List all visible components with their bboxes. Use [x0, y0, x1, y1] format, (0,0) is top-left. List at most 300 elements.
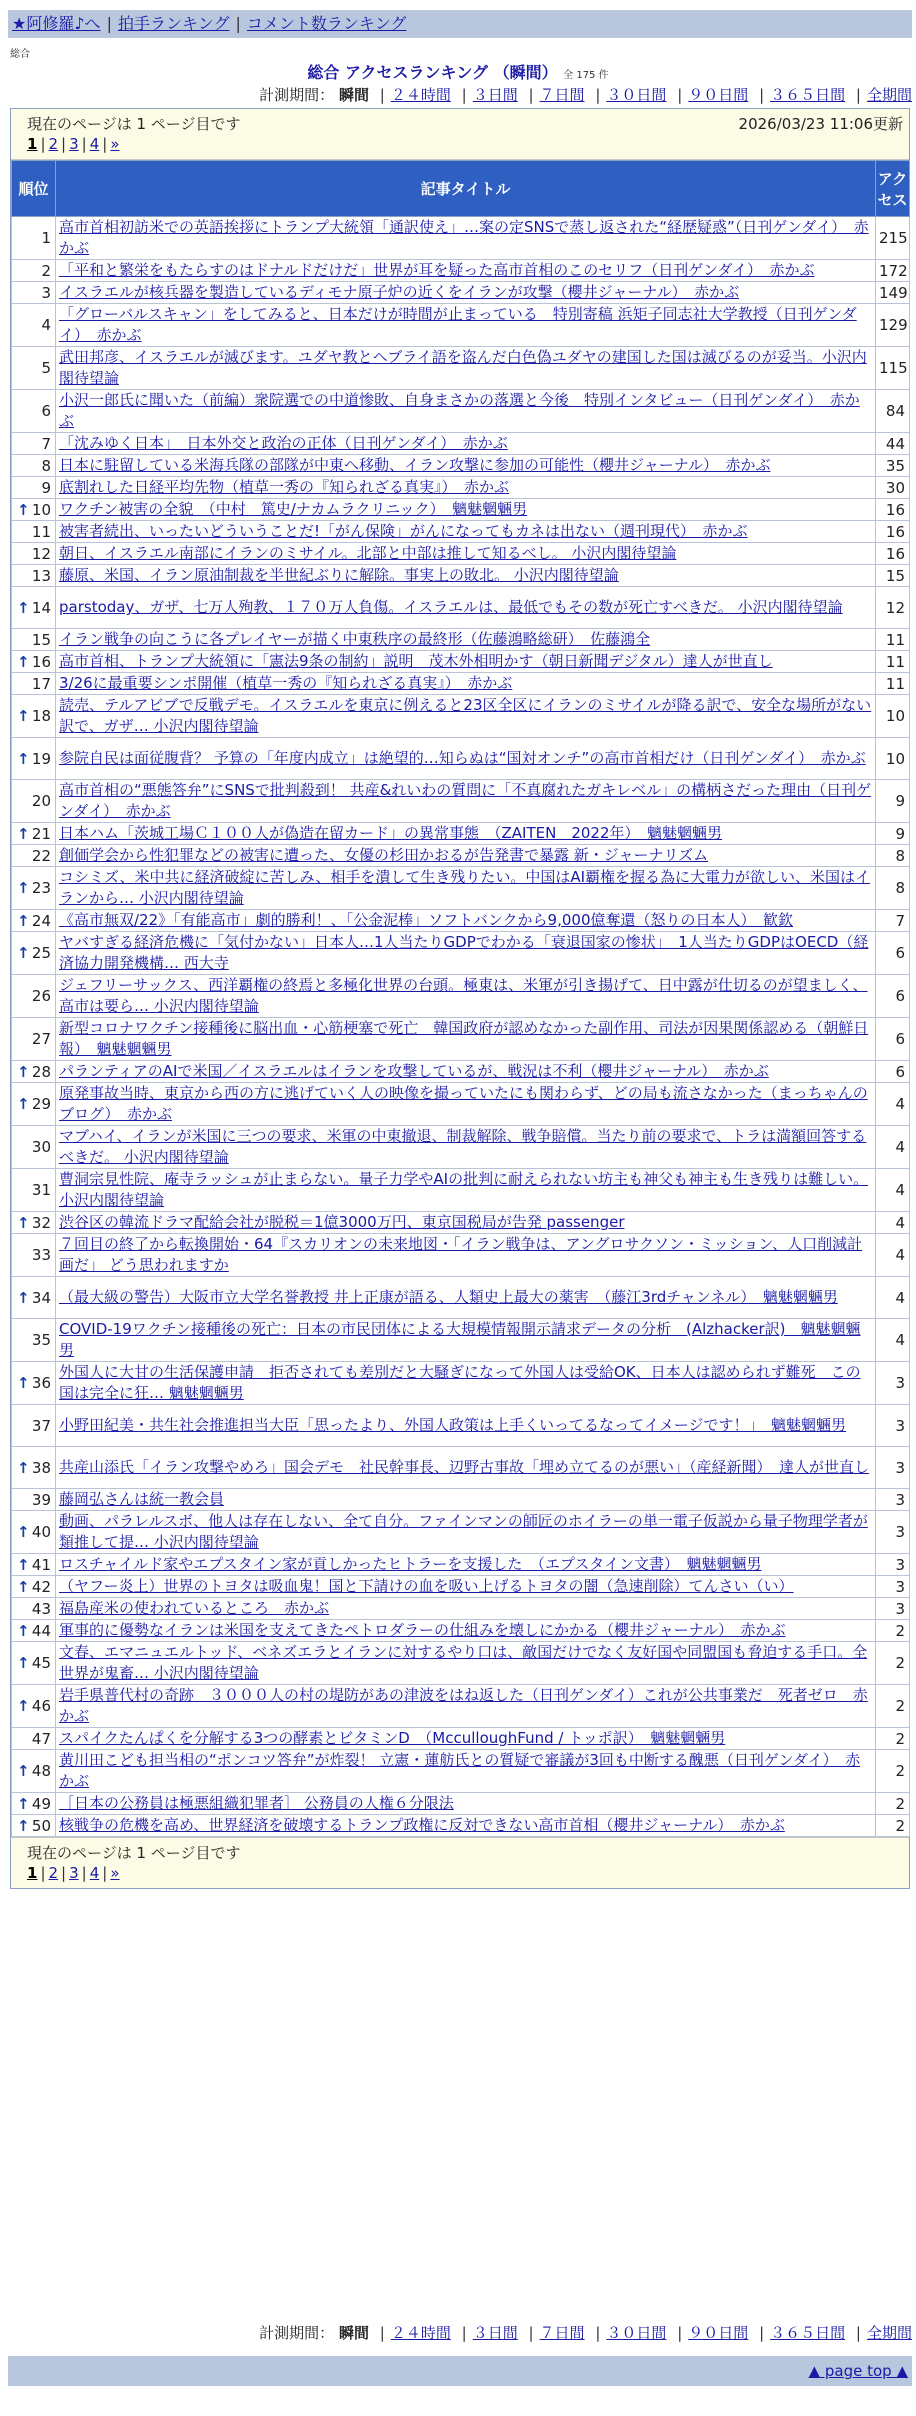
title-cell — [56, 1598, 876, 1620]
title-cell — [56, 823, 876, 845]
title-cell — [56, 1511, 876, 1554]
period-label: 計測期間： — [259, 86, 335, 104]
table-row — [12, 565, 910, 587]
article-title-link[interactable]: 創価学会から性犯罪などの被害に遭った、女優の杉田かおるが告発書で暴露 新・ジャーナリズム — [59, 846, 709, 864]
table-row — [12, 282, 910, 304]
rank-up-arrow-icon: ↑ — [17, 1458, 30, 1477]
table-row — [12, 1169, 910, 1212]
info-bar-top — [11, 109, 909, 160]
rank-cell — [12, 932, 56, 975]
rank-cell — [12, 1642, 56, 1685]
rank-number: 42 — [31, 1577, 51, 1596]
access-count: 149 — [876, 282, 910, 304]
rank-number: 6 — [41, 402, 51, 420]
article-title-link[interactable]: 新型コロナワクチン接種後に脳出血・心筋梗塞で死亡 韓国政府が認めなかった副作用、司法が因果関係認める（朝鮮日報） 魑魅魍魎男 — [59, 1019, 869, 1058]
access-count: 11 — [876, 651, 910, 673]
table-row — [12, 433, 910, 455]
rank-number: 21 — [31, 824, 51, 843]
article-title-link[interactable]: パランティアのAIで米国／イスラエルはイランを攻撃しているが、戦況は不利（櫻井ジャーナル） 赤かぶ — [59, 1062, 769, 1080]
period-label: 計測期間： — [259, 2324, 335, 2342]
article-title-link[interactable]: 岩手県普代村の奇跡 ３０００人の村の堤防があの津波をはね返した（日刊ゲンダイ）これが公共事業だ 死者ゼロ 赤かぶ — [59, 1686, 868, 1725]
period-link[interactable]: ２４時間 — [390, 2324, 451, 2342]
rank-up-arrow-icon: ↑ — [17, 1523, 30, 1541]
rank-cell — [12, 867, 56, 910]
title-cell — [56, 1061, 876, 1083]
rank-number: 41 — [31, 1555, 51, 1574]
access-count: 4 — [876, 1234, 910, 1277]
rank-cell — [12, 565, 56, 587]
access-count: 3 — [876, 1598, 910, 1620]
period-link[interactable]: ７日間 — [539, 86, 585, 104]
access-count: 11 — [876, 673, 910, 695]
pager-next[interactable]: » — [110, 1864, 120, 1882]
rank-number: 37 — [31, 1416, 51, 1435]
article-title-link[interactable]: 小沢一郎氏に聞いた（前編）衆院選での中道惨敗、自身まさかの落選と今後 特別インタビュー（日刊ゲンダイ） 赤かぶ — [59, 391, 860, 430]
rank-cell — [12, 433, 56, 455]
article-title-link[interactable]: 核戦争の危機を高め、世界経済を破壊するトランプ政権に反対できない高市首相（櫻井ジャーナル） 赤かぶ — [59, 1816, 785, 1834]
rank-number: 49 — [31, 1794, 51, 1813]
article-title-link[interactable]: 読売、テルアビブで反戦デモ。イスラエルを東京に例えると23区全区にイランのミサイルが降る訳で、安全な場所がない訳で、ガザ… 小沢内閣待望論 — [59, 696, 872, 735]
access-count: 2 — [876, 1815, 910, 1837]
article-title-link[interactable]: 朝日、イスラエル南部にイランのミサイル。北部と中部は推して知るべし。 小沢内閣待望論 — [59, 544, 677, 562]
table-row — [12, 651, 910, 673]
table-row — [12, 1234, 910, 1277]
title-cell — [56, 1489, 876, 1511]
rank-number: 2 — [41, 261, 51, 280]
rank-number: 40 — [31, 1523, 51, 1541]
article-title-link[interactable]: 軍事的に優勢なイランは米国を支えてきたペトロダラーの仕組みを壊しにかかる（櫻井ジャーナル） 赤かぶ — [59, 1621, 786, 1639]
rank-number: 39 — [31, 1490, 51, 1509]
article-count: 全 175 件 — [563, 70, 609, 81]
access-count: 6 — [876, 932, 910, 975]
article-title-link[interactable]: 高市首相初訪米での英語挨拶にトランプ大統領「通訳使え」…案の定SNSで蒸し返された“経歴疑惑”（日刊ゲンダイ） 赤かぶ — [59, 218, 869, 257]
home-link[interactable]: ★阿修羅♪へ — [12, 14, 101, 33]
article-title-link[interactable]: スパイクたんぱくを分解する3つの酵素とビタミンD （McculloughFund / トッポ訳） 魑魅魍魎男 — [59, 1729, 726, 1747]
article-title-link[interactable]: 藤岡弘さんは統一教会員 — [59, 1490, 225, 1508]
article-title-link[interactable]: 底割れした日経平均先物（植草一秀の『知られざる真実』） 赤かぶ — [59, 478, 510, 496]
access-count: 30 — [876, 477, 910, 499]
rank-number: 18 — [31, 707, 51, 725]
title-cell — [56, 1728, 876, 1750]
title-cell — [56, 521, 876, 543]
rank-cell — [12, 823, 56, 845]
access-count: 2 — [876, 1793, 910, 1815]
rank-cell — [12, 1126, 56, 1169]
page-top-link[interactable]: ▲ page top ▲ — [808, 2362, 908, 2380]
title-cell — [56, 1234, 876, 1277]
rank-up-arrow-icon: ↑ — [17, 652, 30, 671]
period-link[interactable]: ３６５日間 — [770, 2324, 846, 2342]
title-cell — [56, 1447, 876, 1489]
pager-link[interactable]: 3 — [69, 135, 79, 153]
rank-cell — [12, 390, 56, 433]
rank-number: 10 — [31, 500, 51, 519]
period-link[interactable]: ９０日間 — [688, 2324, 749, 2342]
access-count: 6 — [876, 1061, 910, 1083]
article-title-link[interactable]: （最大級の警告）大阪市立大学名誉教授 井上正康が語る、人類史上最大の薬害 （藤江3rdチャンネル） 魑魅魍魎男 — [59, 1288, 838, 1306]
access-count: 215 — [876, 217, 910, 260]
rank-cell — [12, 282, 56, 304]
page-title — [0, 60, 916, 83]
table-row — [12, 845, 910, 867]
pager-next[interactable]: » — [110, 135, 120, 153]
rank-up-arrow-icon: ↑ — [17, 1095, 30, 1113]
article-title-link[interactable]: 福島産米の使われているところ 赤かぶ — [59, 1599, 330, 1617]
pager-current: 1 — [27, 1864, 38, 1882]
period-link[interactable]: ３日間 — [472, 86, 518, 104]
title-cell — [56, 738, 876, 780]
rank-cell — [12, 1598, 56, 1620]
rank-up-arrow-icon: ↑ — [17, 1794, 30, 1813]
title-cell — [56, 1750, 876, 1793]
article-title-link[interactable]: イラン戦争の向こうに各プレイヤーが描く中東秩序の最終形（佐藤鴻略総研） 佐藤鴻全 — [59, 630, 651, 648]
pager-link[interactable]: 4 — [89, 135, 100, 153]
nav-separator: | — [235, 14, 241, 33]
table-row — [12, 1728, 910, 1750]
rank-cell — [12, 1169, 56, 1212]
rank-number: 45 — [31, 1654, 51, 1672]
article-title-link[interactable]: 藤原、米国、イラン原油制裁を半世紀ぶりに解除。事実上の敗北。 小沢内閣待望論 — [59, 566, 619, 584]
article-title-link[interactable]: 「平和と繁栄をもたらすのはドナルドだけだ」世界が耳を疑った高市首相のこのセリフ（日刊ゲンダイ） 赤かぶ — [59, 261, 815, 279]
title-cell — [56, 695, 876, 738]
title-cell — [56, 1212, 876, 1234]
table-row — [12, 1598, 910, 1620]
access-count: 4 — [876, 1212, 910, 1234]
title-cell — [56, 1815, 876, 1837]
title-cell — [56, 390, 876, 433]
rank-number: 26 — [31, 987, 51, 1005]
access-count: 172 — [876, 260, 910, 282]
access-count: 4 — [876, 1169, 910, 1212]
rank-number: 9 — [41, 478, 51, 497]
pager-link[interactable]: 3 — [69, 1864, 79, 1882]
rank-cell — [12, 975, 56, 1018]
rank-number: 12 — [31, 544, 51, 563]
rank-number: 24 — [31, 911, 51, 930]
rank-cell — [12, 673, 56, 695]
rank-number: 29 — [31, 1095, 51, 1113]
ranking-body — [12, 217, 910, 1837]
table-row — [12, 521, 910, 543]
rank-number: 34 — [31, 1288, 51, 1307]
access-count: 35 — [876, 455, 910, 477]
table-row — [12, 629, 910, 651]
rank-cell — [12, 1793, 56, 1815]
rank-cell — [12, 780, 56, 823]
rank-cell — [12, 695, 56, 738]
rank-cell — [12, 304, 56, 347]
article-title-link[interactable]: （ヤフー炎上）世界のトヨタは吸血鬼！国と下請けの血を吸い上げるトヨタの闇（急速削除）てんさい（い） — [59, 1577, 794, 1595]
rank-cell — [12, 1061, 56, 1083]
table-row — [12, 1620, 910, 1642]
table-row — [12, 673, 910, 695]
table-row — [12, 975, 910, 1018]
table-row — [12, 1405, 910, 1447]
table-row — [12, 1212, 910, 1234]
rank-up-arrow-icon: ↑ — [17, 1555, 30, 1574]
rank-cell — [12, 1728, 56, 1750]
title-cell — [56, 673, 876, 695]
access-count: 115 — [876, 347, 910, 390]
title-cell — [56, 1554, 876, 1576]
table-row — [12, 1685, 910, 1728]
ranking-table — [11, 160, 910, 1837]
rank-number: 25 — [31, 944, 51, 962]
title-cell — [56, 910, 876, 932]
access-count: 2 — [876, 1750, 910, 1793]
rank-cell — [12, 1554, 56, 1576]
period-link[interactable]: ９０日間 — [688, 86, 749, 104]
rank-cell — [12, 1511, 56, 1554]
title-cell — [56, 1018, 876, 1061]
article-title-link[interactable]: 小野田紀美・共生社会推進担当大臣「思ったより、外国人政策は上手くいってるなってイメージです！」 魑魅魍魎男 — [59, 1416, 847, 1434]
title-cell — [56, 932, 876, 975]
title-cell — [56, 1793, 876, 1815]
article-title-link[interactable]: イスラエルが核兵器を製造しているディモナ原子炉の近くをイランが攻撃（櫻井ジャーナル） 赤かぶ — [59, 283, 740, 301]
rank-cell — [12, 1212, 56, 1234]
applause-ranking-link[interactable]: 拍手ランキング — [117, 14, 230, 33]
rank-cell — [12, 1576, 56, 1598]
rank-cell — [12, 521, 56, 543]
article-title-link[interactable]: 「グローバルスキャン」をしてみると、日本だけが時間が止まっている 特別寄稿 浜矩子同志社大学教授（日刊ゲンダイ） 赤かぶ — [59, 305, 857, 344]
rank-cell — [12, 1620, 56, 1642]
rank-up-arrow-icon: ↑ — [17, 500, 30, 519]
table-row — [12, 1126, 910, 1169]
ranking-frame — [10, 108, 910, 1889]
pager-link[interactable]: 2 — [48, 1864, 59, 1882]
rank-number: 11 — [31, 522, 51, 541]
rank-number: 35 — [31, 1331, 51, 1349]
access-count: 3 — [876, 1405, 910, 1447]
rank-cell — [12, 1362, 56, 1405]
title-cell — [56, 455, 876, 477]
article-title-link[interactable]: ７回目の終了から転換開始・64『スカリオンの未来地図・「イラン戦争は、アングロサクソン・ミッション、人口削減計画だ」 どう思われますか — [59, 1235, 863, 1274]
article-title-link[interactable]: 参院自民は面従腹背？ 予算の「年度内成立」は絶望的…知らぬは“国対オンチ”の高市首相だけ（日刊ゲンダイ） 赤かぶ — [59, 749, 866, 767]
title-cell — [56, 1685, 876, 1728]
rank-up-arrow-icon: ↑ — [17, 1577, 30, 1596]
table-row — [12, 1447, 910, 1489]
title-cell — [56, 587, 876, 629]
access-count: 6 — [876, 1018, 910, 1061]
title-cell — [56, 282, 876, 304]
title-cell — [56, 1277, 876, 1319]
rank-cell — [12, 1750, 56, 1793]
article-title-link[interactable]: 動画、パラレルスボ、他人は存在しない、全て自分。ファインマンの師匠のホイラーの単一電子仮説から量子物理学者が類推して提… 小沢内閣待望論 — [59, 1512, 868, 1551]
rank-cell — [12, 1405, 56, 1447]
title-cell — [56, 629, 876, 651]
rank-cell — [12, 1277, 56, 1319]
rank-number: 28 — [31, 1062, 51, 1081]
period-link[interactable]: 全期間 — [866, 2324, 912, 2342]
table-row — [12, 910, 910, 932]
access-count: 2 — [876, 1620, 910, 1642]
rank-cell — [12, 347, 56, 390]
updated-timestamp: 2026/03/23 11:06更新 — [738, 115, 903, 133]
access-count: 16 — [876, 521, 910, 543]
article-title-link[interactable]: ロスチャイルド家やエプスタイン家が貢しかったヒトラーを支援した （エプスタイン文書） 魑魅魍魎男 — [59, 1555, 762, 1573]
table-row — [12, 823, 910, 845]
title-cell — [56, 1642, 876, 1685]
title-cell — [56, 975, 876, 1018]
rank-header: 順位 — [12, 161, 56, 217]
access-count: 2 — [876, 1685, 910, 1728]
table-row — [12, 1750, 910, 1793]
rank-number: 7 — [41, 434, 51, 453]
article-title-link[interactable]: ヤバすぎる経済危機に「気付かない」日本人…1人当たりGDPでわかる「衰退国家の惨状」 1人当たりGDPはOECD（経済協力開発機構… 西大寺 — [59, 933, 869, 972]
info-bar-bottom — [11, 1837, 909, 1888]
rank-cell — [12, 1018, 56, 1061]
article-title-link[interactable]: ［日本の公務員は極悪組織犯罪者］ 公務員の人権６分限法 — [59, 1794, 454, 1812]
article-title-link[interactable]: 外国人に大甘の生活保護申請 拒否されても差別だと大騒ぎになって外国人は受給OK、日本人は認められず難死 この国は完全に狂… 魑魅魍魎男 — [59, 1363, 861, 1402]
rank-cell — [12, 499, 56, 521]
access-count: 16 — [876, 543, 910, 565]
rank-number: 1 — [41, 229, 51, 247]
access-count: 12 — [876, 587, 910, 629]
table-row — [12, 1362, 910, 1405]
table-row — [12, 1554, 910, 1576]
page-title-text: 総合 アクセスランキング （瞬間） — [307, 63, 558, 82]
table-row — [12, 1319, 910, 1362]
table-row — [12, 780, 910, 823]
title-cell — [56, 845, 876, 867]
article-title-link[interactable]: 高市首相、トランプ大統領に「憲法9条の制約」説明 茂木外相明かす（朝日新聞デジタル）達人が世直し — [59, 652, 773, 670]
rank-number: 16 — [31, 652, 51, 671]
rank-cell — [12, 260, 56, 282]
period-link[interactable]: ３日間 — [472, 2324, 518, 2342]
access-count: 9 — [876, 780, 910, 823]
rank-cell — [12, 738, 56, 780]
article-title-link[interactable]: マブハイ、イランが米国に三つの要求、米軍の中東撤退、制裁解除、戦争賠償。当たり前の要求で、トラは満額回答するべきだ。 小沢内閣待望論 — [59, 1127, 867, 1166]
article-title-link[interactable]: 共産山添氏「イラン攻撃やめろ」国会デモ 社民幹事長、辺野古事故「埋め立てるのが悪い」（産経新聞） 達人が世直し — [59, 1458, 870, 1476]
rank-number: 14 — [31, 598, 51, 617]
access-count: 44 — [876, 433, 910, 455]
title-cell — [56, 217, 876, 260]
table-row — [12, 1815, 910, 1837]
article-title-link[interactable]: COVID-19ワクチン接種後の死亡：日本の市民団体による大規模情報開示請求データの分析 (Alzhacker訳) 魑魅魍魎男 — [59, 1320, 861, 1359]
nav-separator: | — [106, 14, 112, 33]
article-title-link[interactable]: 日本に駐留している米海兵隊の部隊が中東へ移動、イラン攻撃に参加の可能性（櫻井ジャーナル） 赤かぶ — [59, 456, 771, 474]
category-tag: 総合 — [10, 49, 30, 60]
rank-up-arrow-icon: ↑ — [17, 1654, 30, 1672]
rank-cell — [12, 543, 56, 565]
rank-number: 27 — [31, 1030, 51, 1048]
article-title-link[interactable]: parstoday、ガザ、七万人殉教、１７０万人負傷。イスラエルは、最低でもその数が死亡すべきだ。 小沢内閣待望論 — [59, 598, 843, 616]
rank-number: 47 — [31, 1729, 51, 1748]
title-cell — [56, 347, 876, 390]
article-title-link[interactable]: 「沈みゆく日本」 日本外交と政治の正体（日刊ゲンダイ） 赤かぶ — [59, 434, 508, 452]
rank-up-arrow-icon: ↑ — [17, 1816, 30, 1835]
pager-link[interactable]: 2 — [48, 135, 59, 153]
rank-cell — [12, 455, 56, 477]
rank-up-arrow-icon: ↑ — [17, 749, 30, 768]
period-link[interactable]: ３０日間 — [606, 86, 667, 104]
rank-number: 20 — [31, 792, 51, 810]
title-cell — [56, 1362, 876, 1405]
article-title-link[interactable]: 高市首相の“悪態答弁”にSNSで批判殺到！ 共産&れいわの質問に「不真腐れたガキレベル」の構柄さだった理由（日刊ゲンダイ） 赤かぶ — [59, 781, 872, 820]
article-title-link[interactable]: コシミズ、米中共に経済破綻に苦しみ、相手を潰して生き残りたい。中国はAI覇権を握る為に大電力が欲しい、米国はイランから… 小沢内閣待望論 — [59, 868, 871, 907]
table-row — [12, 738, 910, 780]
article-title-link[interactable]: 文春、エマニュエルトッド、ベネズエラとイランに対するやり口は、敵国だけでなく友好国や同盟国も脅迫する手口。全世界が鬼畜… 小沢内閣待望論 — [59, 1643, 868, 1682]
rank-number: 22 — [31, 846, 51, 865]
period-link[interactable]: ３６５日間 — [770, 86, 846, 104]
pager-bottom: 1 | 2 | 3 | 4 | » — [27, 1864, 120, 1882]
access-count: 3 — [876, 1511, 910, 1554]
access-count: 15 — [876, 565, 910, 587]
rank-up-arrow-icon: ↑ — [17, 1374, 30, 1392]
comment-ranking-link[interactable]: コメント数ランキング — [246, 14, 407, 33]
access-count: 129 — [876, 304, 910, 347]
article-title-link[interactable]: 黄川田こども担当相の“ポンコツ答弁”が炸裂！ 立憲・蓮舫氏との質疑で審議が3回も中断する醜悪（日刊ゲンダイ） 赤かぶ — [59, 1751, 861, 1790]
rank-cell — [12, 629, 56, 651]
table-row — [12, 695, 910, 738]
period-selector-top: 計測期間： 瞬間 | ２４時間 | ３日間 | ７日間 | ３０日間 | ９０日間 | ３６５日間 | 全期間 — [259, 86, 912, 104]
access-count: 4 — [876, 1277, 910, 1319]
table-row — [12, 867, 910, 910]
access-count: 3 — [876, 1554, 910, 1576]
article-title-link[interactable]: ジェフリーサックス、西洋覇権の終焉と多極化世界の台頭。極東は、米軍が引き揚げて、日中露が仕切るのが望ましく、高市は要ら… 小沢内閣待望論 — [59, 976, 868, 1015]
rank-number: 8 — [41, 456, 51, 475]
rank-number: 19 — [31, 749, 51, 768]
pager-link[interactable]: 4 — [89, 1864, 100, 1882]
footer-bar — [8, 2356, 912, 2386]
title-cell — [56, 1126, 876, 1169]
title-cell — [56, 867, 876, 910]
period-link[interactable]: 全期間 — [866, 86, 912, 104]
table-row — [12, 1061, 910, 1083]
rank-number: 33 — [31, 1246, 51, 1264]
period-current: 瞬間 — [338, 86, 369, 104]
rank-up-arrow-icon: ↑ — [17, 824, 30, 843]
period-link[interactable]: ２４時間 — [390, 86, 451, 104]
rank-number: 36 — [31, 1374, 51, 1392]
rank-number: 32 — [31, 1213, 51, 1232]
article-title-link[interactable]: 曹洞宗見性院、庵寺ラッシュが止まらない。量子力学やAIの批判に耐えられない坊主も神父も神主も生き残りは難しい。 小沢内閣待望論 — [59, 1170, 869, 1209]
article-title-link[interactable]: 被害者続出、いったいどういうことだ!「がん保険」がんになってもカネは出ない（週刊現代） 赤かぶ — [59, 522, 748, 540]
article-title-link[interactable]: 渋谷区の韓流ドラマ配給会社が脱税＝1億3000万円、東京国税局が告発 passenger — [59, 1213, 625, 1231]
table-row — [12, 499, 910, 521]
article-title-link[interactable]: 《高市無双/22》「有能高市」劇的勝利！、「公金泥棒」ソフトバンクから9,000億奪還（怒りの日本人） 歓欽 — [59, 911, 793, 929]
article-title-link[interactable]: 3/26に最重要シンポ開催（植草一秀の『知られざる真実』） 赤かぶ — [59, 674, 513, 692]
rank-number: 50 — [31, 1816, 51, 1835]
rank-up-arrow-icon: ↑ — [17, 911, 30, 930]
article-title-link[interactable]: 原発事故当時、東京から西の方に逃げていく人の映像を撮っていたにも関わらず、どの局も流さなかった（まっちゃんのブログ） 赤かぶ — [59, 1084, 868, 1123]
article-title-link[interactable]: 日本ハム「茨城工場Ｃ１００人が偽造在留カード」の異常事態 （ZAITEN 2022年） 魑魅魍魎男 — [59, 824, 722, 842]
table-row — [12, 1489, 910, 1511]
rank-cell — [12, 1234, 56, 1277]
rank-number: 43 — [31, 1599, 51, 1618]
period-link[interactable]: ３０日間 — [606, 2324, 667, 2342]
title-cell — [56, 1405, 876, 1447]
rank-number: 38 — [31, 1458, 51, 1477]
title-cell — [56, 543, 876, 565]
table-row — [12, 1277, 910, 1319]
rank-up-arrow-icon: ↑ — [17, 879, 30, 897]
access-count: 84 — [876, 390, 910, 433]
title-cell — [56, 1620, 876, 1642]
rank-number: 5 — [41, 359, 51, 377]
title-cell — [56, 304, 876, 347]
article-title-link[interactable]: 武田邦彦、イスラエルが滅びます。ユダヤ教とヘブライ語を盗んだ白色偽ユダヤの建国した国は滅びるのが妥当。小沢内閣待望論 — [59, 348, 867, 387]
access-count: 3 — [876, 1489, 910, 1511]
rank-up-arrow-icon: ↑ — [17, 1062, 30, 1081]
article-title-link[interactable]: ワクチン被害の全貌 （中村 篤史/ナカムラクリニック） 魑魅魍魎男 — [59, 500, 528, 518]
rank-number: 48 — [31, 1762, 51, 1780]
rank-number: 15 — [31, 630, 51, 649]
table-row — [12, 932, 910, 975]
rank-cell — [12, 477, 56, 499]
period-link[interactable]: ７日間 — [539, 2324, 585, 2342]
rank-up-arrow-icon: ↑ — [17, 1288, 30, 1307]
